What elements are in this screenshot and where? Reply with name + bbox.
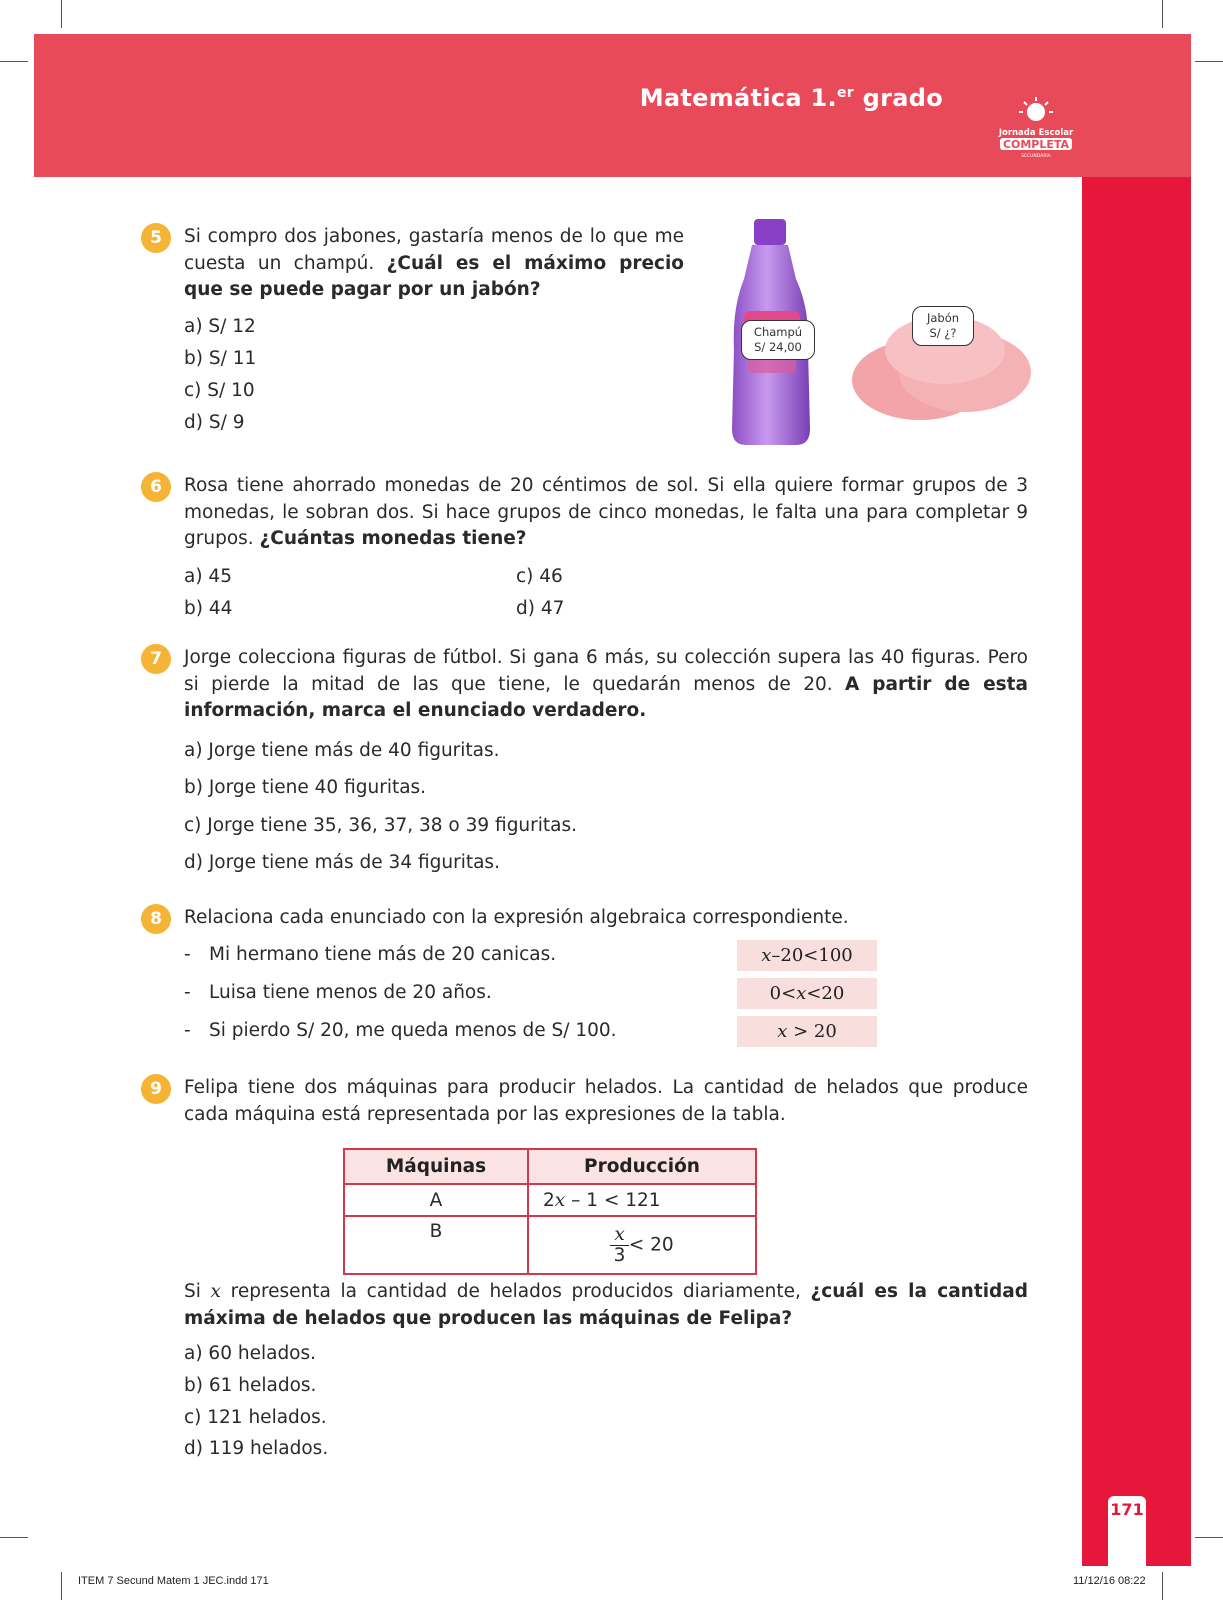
question-5-badge: 5	[141, 223, 171, 253]
crop-mark	[0, 61, 28, 62]
q7-option-a: a) Jorge tiene más de 40 figuritas.	[184, 740, 500, 761]
production-table	[343, 1148, 757, 1275]
side-color-strip	[1082, 177, 1191, 1566]
crop-mark	[1162, 0, 1163, 28]
soap-price-bubble: Jabón S/ ¿?	[912, 306, 974, 346]
footer-file-info: ITEM 7 Secund Matem 1 JEC.indd 171	[78, 1575, 269, 1587]
table-cell-expression: $\frac{x}{3}$ < 20	[528, 1216, 756, 1274]
footer-date: 11/12/16 08:22	[1073, 1575, 1146, 1587]
jornada-escolar-logo	[994, 96, 1078, 158]
question-6-badge: 6	[141, 472, 171, 502]
crop-mark	[61, 1572, 62, 1600]
q9-option-b: b) 61 helados.	[184, 1375, 317, 1396]
q6-option-b: b) 44	[184, 598, 233, 619]
svg-text:Jornada Escolar: Jornada Escolar	[998, 128, 1074, 138]
q8-dash: -	[184, 1020, 191, 1041]
crop-mark	[61, 0, 62, 28]
page-title: Matemática 1.$^{er}$ grado	[639, 84, 943, 112]
q8-expression-1: x–20<100	[737, 940, 877, 971]
q5-option-b: b) S/ 11	[184, 348, 257, 369]
table-cell-machine: B	[344, 1216, 528, 1274]
crop-mark	[1162, 1572, 1163, 1600]
svg-text:COMPLETA: COMPLETA	[1002, 138, 1070, 151]
crop-mark	[1195, 61, 1223, 62]
fraction-numerator: x	[610, 1225, 628, 1246]
q6-option-c: c) 46	[516, 566, 563, 587]
crop-mark	[0, 1537, 28, 1538]
q8-statement-2: Luisa tiene menos de 20 años.	[209, 982, 492, 1003]
q8-expression-3: x > 20	[737, 1016, 877, 1047]
q7-option-b: b) Jorge tiene 40 figuritas.	[184, 777, 427, 798]
fraction	[610, 1225, 628, 1266]
q8-statement-3: Si pierdo S/ 20, me queda menos de S/ 100.	[209, 1020, 617, 1041]
q7-option-c: c) Jorge tiene 35, 36, 37, 38 o 39 figuritas.	[184, 815, 578, 836]
question-7-text: Jorge colecciona figuras de fútbol. Si gana 6 más, su colección supera las 40 figuras. Pero si pierde la mitad de las que tiene, le quedarán menos de 20. A partir de esta información, marca el enunciado verdadero.	[184, 647, 1028, 721]
q5-option-a: a) S/ 12	[184, 316, 256, 337]
shampoo-price-bubble: Champú S/ 24,00	[741, 320, 815, 360]
question-8-badge: 8	[141, 904, 171, 934]
table-row	[344, 1184, 756, 1216]
fraction-denominator: 3	[613, 1244, 626, 1266]
table-row	[344, 1216, 756, 1274]
table-cell-expression: 2x – 1 < 121	[528, 1184, 756, 1216]
table-header: Máquinas	[344, 1149, 528, 1184]
table-header: Producción	[528, 1149, 756, 1184]
question-6-text: Rosa tiene ahorrado monedas de 20 céntimos de sol. Si ella quiere formar grupos de 3 monedas, le sobran dos. Si hace grupos de cinco monedas, le falta una para completar 9 grupos. ¿Cuántas monedas tiene?	[184, 475, 1028, 549]
table-header-row	[344, 1149, 756, 1184]
page-number: 171	[1110, 1500, 1144, 1519]
q8-expression-2: 0<x<20	[737, 978, 877, 1009]
q7-option-d: d) Jorge tiene más de 34 figuritas.	[184, 852, 500, 873]
question-5-text: Si compro dos jabones, gastaría menos de lo que me cuesta un champú. ¿Cuál es el máximo precio que se puede pagar por un jabón?	[184, 226, 685, 300]
question-7-badge: 7	[141, 644, 171, 674]
q6-option-d: d) 47	[516, 598, 565, 619]
q8-statement-1: Mi hermano tiene más de 20 canicas.	[209, 944, 557, 965]
svg-text:SECUNDARIA: SECUNDARIA	[1021, 154, 1051, 158]
question-9-badge: 9	[141, 1074, 171, 1104]
q5-option-d: d) S/ 9	[184, 412, 245, 433]
q9-option-d: d) 119 helados.	[184, 1438, 329, 1459]
q8-dash: -	[184, 982, 191, 1003]
q9-option-c: c) 121 helados.	[184, 1407, 327, 1428]
table-cell-machine: A	[344, 1184, 528, 1216]
q9-option-a: a) 60 helados.	[184, 1343, 317, 1364]
question-8-text: Relaciona cada enunciado con la expresión algebraica correspondiente.	[184, 907, 849, 928]
q5-option-c: c) S/ 10	[184, 380, 255, 401]
q6-option-a: a) 45	[184, 566, 232, 587]
question-9-text: Felipa tiene dos máquinas para producir helados. La cantidad de helados que produce cada máquina está representada por las expresiones de la tabla.	[184, 1077, 1028, 1125]
crop-mark	[1195, 1537, 1223, 1538]
question-9-text-2: Si x representa la cantidad de helados producidos diariamente, ¿cuál es la cantidad máxima de helados que producen las máquinas de Felipa?	[184, 1281, 1028, 1329]
q8-dash: -	[184, 944, 191, 965]
